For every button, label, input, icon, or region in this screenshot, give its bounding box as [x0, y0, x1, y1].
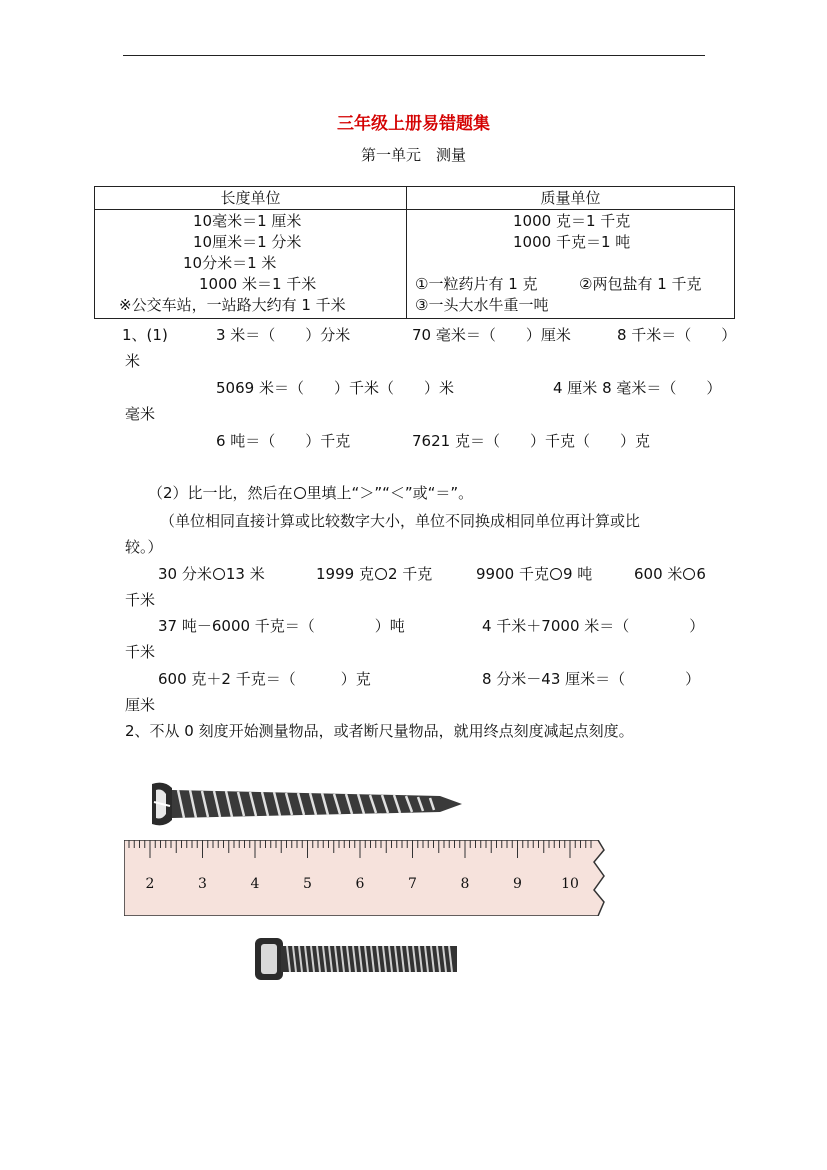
length-fact: 1000 米＝1 千米	[199, 275, 317, 293]
q1-item-wrap: 米	[125, 352, 141, 370]
q1-item: 8 千米＝（ ）	[617, 326, 737, 344]
q1-tip: 较。）	[125, 538, 163, 556]
calc-item: 8 分米－43 厘米＝（ ）	[482, 670, 701, 688]
instruction-suffix: 里填上“＞”“＜”或“＝”。	[306, 484, 474, 502]
q1-item: 6 吨＝（ ）千克	[216, 432, 351, 450]
length-fact: 10毫米＝1 厘米	[193, 212, 302, 230]
compare-item	[476, 564, 592, 584]
mass-example: ②两包盐有 1 千克	[579, 275, 702, 293]
compare-right: 9 吨	[562, 565, 593, 583]
compare-item	[634, 564, 706, 584]
compare-left: 30 分米	[158, 565, 212, 583]
q1-item: 5069 米＝（ ）千米（ ）米	[216, 379, 454, 397]
page-title: 三年级上册易错题集	[337, 114, 490, 134]
length-note: ※公交车站，一站路大约有 1 千米	[119, 296, 346, 314]
ruler-label: 5	[303, 876, 312, 892]
compare-left: 1999 克	[316, 565, 374, 583]
compare-right: 6	[696, 565, 706, 583]
q1-item: 70 毫米＝（ ）厘米	[412, 326, 571, 344]
length-header: 长度单位	[95, 187, 407, 210]
calc-wrap: 千米	[125, 643, 156, 661]
ruler-image	[124, 840, 608, 916]
q2-text: 2、不从 0 刻度开始测量物品，或者断尺量物品，就用终点刻度减起点刻度。	[125, 722, 634, 740]
compare-right: 2 千克	[387, 565, 433, 583]
q1-tip: （单位相同直接计算或比较数字大小，单位不同换成相同单位再计算或比	[160, 512, 641, 530]
mass-cell	[407, 210, 735, 319]
circle-blank-icon[interactable]	[683, 568, 695, 580]
ruler-label: 3	[198, 876, 207, 892]
mass-fact: 1000 克＝1 千克	[513, 212, 631, 230]
page-subtitle: 第一单元 测量	[360, 146, 466, 164]
mass-header: 质量单位	[407, 187, 735, 210]
calc-item: 37 吨－6000 千克＝（ ）吨	[158, 617, 405, 635]
mass-example: ③一头大水牛重一吨	[415, 296, 549, 314]
circle-blank-icon[interactable]	[213, 568, 225, 580]
ruler-label: 10	[561, 876, 579, 892]
instruction-prefix: （2）比一比，然后在	[148, 484, 293, 502]
compare-left: 9900 千克	[476, 565, 549, 583]
calc-item: 4 千米＋7000 米＝（ ）	[482, 617, 705, 635]
header-rule	[123, 55, 705, 56]
compare-right: 13 米	[225, 565, 265, 583]
compare-wrap: 千米	[125, 591, 156, 609]
compare-left: 600 米	[634, 565, 683, 583]
circle-blank-icon[interactable]	[550, 568, 562, 580]
length-fact: 10厘米＝1 分米	[193, 233, 302, 251]
compare-item	[316, 564, 432, 584]
mass-example: ①一粒药片有 1 克	[415, 275, 538, 293]
q1-item-wrap: 毫米	[125, 405, 156, 423]
q1-part2-instruction	[148, 483, 473, 503]
mass-fact: 1000 千克＝1 吨	[513, 233, 631, 251]
ruler-label: 2	[145, 876, 155, 892]
q1-label: 1、(1)	[122, 326, 168, 344]
compare-item	[158, 564, 265, 584]
bolt-image	[255, 934, 460, 984]
q1-item: 4 厘米 8 毫米＝（ ）	[553, 379, 722, 397]
length-cell	[95, 210, 407, 319]
circle-blank-icon[interactable]	[375, 568, 387, 580]
circle-blank-icon	[294, 487, 306, 499]
ruler-label: 8	[460, 876, 470, 892]
units-table	[94, 186, 735, 319]
ruler-label: 9	[513, 876, 522, 892]
calc-item: 600 克＋2 千克＝（ ）克	[158, 670, 371, 688]
ruler-label: 6	[355, 876, 365, 892]
screw-image	[150, 776, 470, 832]
length-fact: 10分米＝1 米	[183, 254, 277, 272]
ruler-label: 7	[408, 876, 417, 892]
calc-wrap: 厘米	[125, 696, 156, 714]
q1-item: 7621 克＝（ ）千克（ ）克	[412, 432, 650, 450]
ruler-label: 4	[250, 876, 260, 892]
q1-item: 3 米＝（ ）分米	[216, 326, 351, 344]
